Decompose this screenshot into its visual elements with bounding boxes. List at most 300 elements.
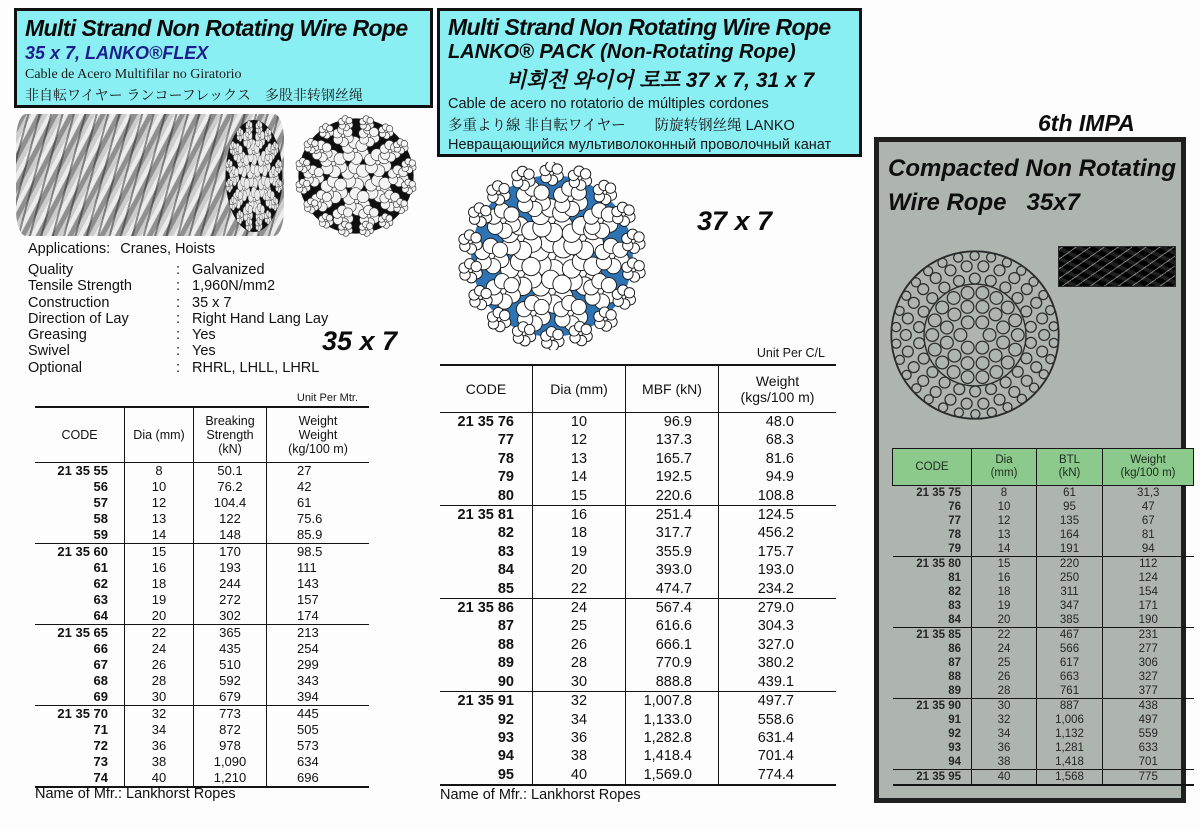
table-cell: 15: [125, 544, 194, 561]
spec-value: Galvanized: [192, 262, 265, 278]
spec-row: [28, 278, 418, 294]
unit-note-left: Unit Per Mtr.: [296, 392, 358, 404]
table-cell: 122: [194, 511, 267, 527]
table-row: [35, 608, 369, 625]
table-cell: 20: [972, 613, 1037, 628]
table-row: [440, 747, 836, 765]
table-cell: 1,418: [1037, 755, 1103, 770]
table-cell: 171: [1103, 599, 1194, 613]
table-cell: 1,282.8: [626, 729, 719, 747]
rope-photo-image: [1058, 246, 1176, 287]
table-row: [893, 755, 1194, 770]
table-cell: 558.6: [719, 711, 837, 729]
table-cell: 83: [948, 600, 961, 612]
table-row: [440, 431, 836, 449]
table-cell: 872: [194, 722, 267, 738]
table-cell: 311: [1037, 585, 1103, 599]
table-cell: 20: [125, 608, 194, 625]
spec-value: Yes: [192, 343, 216, 360]
table-row: [440, 450, 836, 468]
left-cjk-line: 非自転ワイヤー ランコーフレックス 多股非转钢丝绳: [25, 87, 363, 103]
table-cell: 124.5: [719, 506, 837, 525]
table-cell: 87: [497, 618, 514, 635]
table-cell: 93: [948, 742, 961, 754]
cross-section-diagram-left: [292, 112, 420, 240]
table-row: [440, 506, 836, 525]
table-row: [35, 511, 369, 527]
table-cell: 135: [1037, 514, 1103, 528]
table-cell: 77: [497, 432, 514, 449]
table-cell: 86: [948, 643, 961, 655]
table-row: [440, 543, 836, 561]
table-row: [893, 741, 1194, 755]
column-header: CODE: [465, 381, 507, 397]
table-row: [893, 528, 1194, 542]
table-cell: 58: [93, 511, 108, 526]
right-title-line1: Compacted Non Rotating: [888, 155, 1176, 182]
table-row: [893, 500, 1194, 514]
table-cell: 79: [497, 469, 514, 486]
table-cell: 165.7: [626, 450, 719, 468]
table-cell: 93: [497, 729, 514, 746]
table-cell: 1,210: [194, 770, 267, 787]
table-cell: 95: [1037, 500, 1103, 514]
table-cell: 21 35 76: [457, 414, 514, 430]
table-cell: 377: [1103, 684, 1194, 699]
table-cell: 14: [533, 468, 626, 486]
table-cell: 1,568: [1037, 770, 1103, 786]
table-cell: 25: [533, 617, 626, 635]
table-row: [893, 542, 1194, 557]
table-cell: 191: [1037, 542, 1103, 557]
left-spanish-line: Cable de Acero Multifilar no Giratorio: [25, 67, 242, 82]
table-cell: 347: [1037, 599, 1103, 613]
table-row: [440, 766, 836, 785]
spec-label: Swivel: [28, 343, 70, 360]
spec-colon: :: [176, 343, 181, 360]
table-cell: 47: [1103, 500, 1194, 514]
table-row: [440, 487, 836, 506]
table-cell: 57: [93, 495, 108, 510]
table-cell: 56: [93, 479, 108, 494]
table-row: [35, 738, 369, 754]
table-cell: 18: [125, 576, 194, 592]
table-cell: 19: [972, 599, 1037, 613]
table-cell: 175.7: [719, 543, 837, 561]
spec-colon: :: [176, 310, 181, 327]
table-cell: 438: [1103, 699, 1194, 714]
table-cell: 36: [972, 741, 1037, 755]
middle-spanish-line: Cable de acero no rotatorio de múltiples cordones: [448, 96, 769, 112]
table-cell: 143: [267, 576, 370, 592]
spec-value: Yes: [192, 327, 216, 344]
table-cell: 16: [533, 506, 626, 525]
spec-colon: :: [176, 327, 181, 344]
table-cell: 21 35 90: [893, 699, 972, 714]
table-cell: 40: [125, 770, 194, 787]
table-cell: 666.1: [626, 636, 719, 654]
table-row: [35, 657, 369, 673]
table-cell: 148: [194, 527, 267, 544]
middle-cjk-line: 多重より線 非自転ワイヤー 防旋转钢丝绳 LANKO: [448, 118, 795, 134]
rope-end-face-diagram: [224, 117, 284, 235]
column-header: Breaking Strength (kN): [194, 407, 267, 463]
table-cell: 10: [972, 500, 1037, 514]
table-row: [440, 673, 836, 692]
table-cell: 28: [125, 673, 194, 689]
table-row: [440, 636, 836, 654]
table-cell: 94: [497, 748, 514, 765]
table-cell: 13: [533, 450, 626, 468]
table-cell: 272: [194, 592, 267, 608]
table-cell: 61: [93, 560, 108, 575]
table-cell: 170: [194, 544, 267, 561]
table-cell: 38: [533, 747, 626, 765]
right-title-line2: Wire Rope 35x7: [888, 189, 1080, 216]
table-cell: 327.0: [719, 636, 837, 654]
table-cell: 32: [533, 692, 626, 711]
table-cell: 13: [972, 528, 1037, 542]
table-cell: 32: [972, 713, 1037, 727]
table-row: [893, 557, 1194, 572]
table-cell: 28: [533, 654, 626, 672]
table-cell: 72: [93, 738, 108, 753]
table-cell: 88: [948, 671, 961, 683]
middle-data-table: [440, 364, 836, 786]
table-cell: 573: [267, 738, 370, 754]
table-cell: 8: [972, 486, 1037, 501]
table-cell: 510: [194, 657, 267, 673]
applications-label: Applications:: [28, 241, 111, 257]
table-cell: 1,281: [1037, 741, 1103, 755]
table-cell: 10: [533, 413, 626, 432]
table-cell: 83: [497, 543, 514, 560]
table-cell: 78: [948, 529, 961, 541]
table-row: [440, 654, 836, 672]
table-cell: 505: [267, 722, 370, 738]
column-header: Dia (mm): [125, 407, 194, 463]
table-cell: 22: [533, 580, 626, 599]
table-cell: 435: [194, 641, 267, 657]
table-cell: 21 35 81: [440, 506, 533, 525]
table-cell: 68: [93, 673, 108, 688]
column-header: MBF (kN): [626, 365, 719, 413]
table-row: [893, 770, 1194, 786]
table-cell: 633: [1103, 741, 1194, 755]
table-cell: 38: [972, 755, 1037, 770]
table-cell: 1,133.0: [626, 711, 719, 729]
table-cell: 567.4: [626, 599, 719, 618]
table-row: [893, 613, 1194, 628]
table-cell: 164: [1037, 528, 1103, 542]
table-row: [35, 592, 369, 608]
table-cell: 978: [194, 738, 267, 754]
table-row: [893, 713, 1194, 727]
table-row: [893, 514, 1194, 528]
table-cell: 559: [1103, 727, 1194, 741]
table-cell: 94.9: [719, 468, 837, 486]
table-cell: 14: [125, 527, 194, 544]
spec-row: [28, 295, 418, 311]
table-cell: 92: [948, 728, 961, 740]
table-cell: 12: [972, 514, 1037, 528]
table-cell: 22: [125, 625, 194, 642]
table-cell: 91: [948, 714, 961, 726]
table-row: [440, 524, 836, 542]
table-cell: 456.2: [719, 524, 837, 542]
table-cell: 31,3: [1103, 486, 1194, 501]
table-cell: 112: [1103, 557, 1194, 572]
table-row: [35, 495, 369, 511]
table-cell: 193: [194, 560, 267, 576]
table-cell: 445: [267, 706, 370, 723]
middle-title: Multi Strand Non Rotating Wire Rope: [448, 14, 831, 40]
table-cell: 385: [1037, 613, 1103, 628]
data-table: [35, 406, 369, 788]
middle-russian-line: Невращающийся мультиволоконный проволочный канат: [448, 137, 832, 153]
table-cell: 220: [1037, 557, 1103, 572]
table-cell: 59: [93, 527, 108, 542]
table-cell: 21 35 55: [57, 463, 108, 478]
table-row: [893, 486, 1194, 501]
left-data-table: [35, 406, 369, 788]
table-cell: 631.4: [719, 729, 837, 747]
table-cell: 76.2: [194, 479, 267, 495]
table-cell: 1,006: [1037, 713, 1103, 727]
table-row: [893, 727, 1194, 741]
table-cell: 21 35 65: [35, 625, 125, 642]
table-cell: 90: [497, 673, 514, 690]
table-cell: 26: [972, 670, 1037, 684]
column-header: BTL (kN): [1037, 449, 1103, 486]
table-row: [440, 692, 836, 711]
table-row: [440, 413, 836, 432]
table-cell: 24: [125, 641, 194, 657]
spec-label: Construction: [28, 294, 110, 311]
table-row: [35, 673, 369, 689]
table-cell: 61: [267, 495, 370, 511]
table-row: [440, 599, 836, 618]
table-cell: 32: [125, 706, 194, 723]
table-row: [893, 642, 1194, 656]
table-cell: 12: [533, 431, 626, 449]
table-cell: 154: [1103, 585, 1194, 599]
table-cell: 26: [125, 657, 194, 673]
spec-value: Right Hand Lang Lay: [192, 310, 329, 327]
table-cell: 1,569.0: [626, 766, 719, 785]
table-cell: 62: [93, 576, 108, 591]
table-cell: 10: [125, 479, 194, 495]
table-cell: 30: [125, 689, 194, 706]
table-cell: 88: [497, 636, 514, 653]
table-cell: 20: [533, 561, 626, 579]
table-cell: 12: [125, 495, 194, 511]
impa-edition-label: 6th IMPA: [1038, 110, 1135, 136]
table-cell: 15: [533, 487, 626, 506]
table-cell: 69: [93, 689, 108, 704]
table-cell: 277: [1103, 642, 1194, 656]
table-cell: 81: [948, 572, 961, 584]
table-row: [893, 599, 1194, 613]
table-cell: 24: [972, 642, 1037, 656]
spec-colon: :: [176, 294, 181, 311]
table-cell: 42: [267, 479, 370, 495]
spec-row: [28, 311, 418, 327]
middle-header-box: [437, 8, 862, 157]
table-cell: 21 35 86: [440, 599, 533, 618]
table-cell: 701.4: [719, 747, 837, 765]
table-cell: 38: [125, 754, 194, 770]
spec-list: [28, 262, 418, 376]
table-cell: 124: [1103, 571, 1194, 585]
middle-subtitle: LANKO® PACK (Non-Rotating Rope): [448, 41, 796, 63]
table-row: [440, 580, 836, 599]
table-cell: 497: [1103, 713, 1194, 727]
right-data-table: [892, 448, 1194, 786]
table-cell: 774.4: [719, 766, 837, 785]
table-cell: 71: [93, 722, 108, 737]
spec-value: 1,960N/mm2: [192, 278, 276, 295]
table-cell: 250: [1037, 571, 1103, 585]
table-cell: 94: [948, 756, 961, 768]
table-cell: 16: [972, 571, 1037, 585]
table-cell: 74: [93, 770, 108, 785]
table-cell: 85: [497, 580, 514, 597]
table-cell: 16: [125, 560, 194, 576]
table-cell: 231: [1103, 628, 1194, 643]
spec-label: Greasing: [28, 327, 87, 344]
table-row: [35, 722, 369, 738]
table-cell: 887: [1037, 699, 1103, 714]
table-cell: 40: [533, 766, 626, 785]
spec-colon: :: [176, 278, 181, 295]
table-cell: 34: [533, 711, 626, 729]
table-cell: 84: [948, 614, 961, 626]
table-cell: 137.3: [626, 431, 719, 449]
table-cell: 48.0: [719, 413, 837, 432]
table-cell: 213: [267, 625, 370, 642]
table-cell: 76: [948, 501, 961, 513]
left-header-box: [14, 8, 433, 108]
table-cell: 770.9: [626, 654, 719, 672]
table-cell: 327: [1103, 670, 1194, 684]
table-row: [440, 561, 836, 579]
table-cell: 21 35 75: [916, 487, 961, 499]
table-row: [893, 684, 1194, 699]
table-cell: 174: [267, 608, 370, 625]
table-row: [35, 770, 369, 787]
table-cell: 1,418.4: [626, 747, 719, 765]
table-cell: 85.9: [267, 527, 370, 544]
spec-label: Tensile Strength: [28, 278, 132, 295]
table-cell: 302: [194, 608, 267, 625]
table-cell: 40: [972, 770, 1037, 786]
table-row: [893, 585, 1194, 599]
table-cell: 592: [194, 673, 267, 689]
table-cell: 617: [1037, 656, 1103, 670]
table-row: [893, 571, 1194, 585]
table-cell: 18: [972, 585, 1037, 599]
table-row: [893, 699, 1194, 714]
table-cell: 21 35 85: [893, 628, 972, 643]
table-cell: 30: [972, 699, 1037, 714]
data-table: [892, 448, 1194, 786]
table-cell: 317.7: [626, 524, 719, 542]
table-cell: 19: [533, 543, 626, 561]
spec-label: Quality: [28, 262, 74, 278]
table-row: [35, 576, 369, 592]
table-cell: 24: [533, 599, 626, 618]
table-cell: 21 35 80: [893, 557, 972, 572]
table-row: [893, 670, 1194, 684]
table-cell: 467: [1037, 628, 1103, 643]
table-cell: 22: [972, 628, 1037, 643]
table-cell: 701: [1103, 755, 1194, 770]
table-row: [440, 617, 836, 635]
column-header: Weight (kgs/100 m): [719, 365, 837, 413]
table-row: [440, 468, 836, 486]
table-cell: 634: [267, 754, 370, 770]
table-row: [440, 729, 836, 747]
spec-value: RHRL, LHLL, LHRL: [192, 359, 320, 376]
table-cell: 13: [125, 511, 194, 527]
table-cell: 63: [93, 592, 108, 607]
table-cell: 616.6: [626, 617, 719, 635]
table-cell: 365: [194, 625, 267, 642]
table-cell: 773: [194, 706, 267, 723]
table-cell: 306: [1103, 656, 1194, 670]
table-cell: 89: [948, 685, 961, 697]
manufacturer-note-middle: Name of Mfr.: Lankhorst Ropes: [440, 787, 641, 803]
table-row: [35, 689, 369, 706]
table-cell: 64: [93, 608, 108, 623]
table-cell: 98.5: [267, 544, 370, 561]
table-cell: 220.6: [626, 487, 719, 506]
column-header: Dia (mm): [972, 449, 1037, 486]
table-cell: 251.4: [626, 506, 719, 525]
table-row: [35, 527, 369, 544]
unit-note-middle: Unit Per C/L: [756, 346, 825, 360]
spec-row: [28, 262, 418, 278]
table-cell: 393.0: [626, 561, 719, 579]
column-header: Dia (mm): [533, 365, 626, 413]
data-table: [440, 364, 836, 786]
table-cell: 89: [497, 655, 514, 672]
table-cell: 19: [125, 592, 194, 608]
table-cell: 68.3: [719, 431, 837, 449]
table-cell: 21 35 95: [893, 770, 972, 786]
spec-colon: :: [176, 262, 181, 278]
table-cell: 26: [533, 636, 626, 654]
table-cell: 244: [194, 576, 267, 592]
table-row: [35, 706, 369, 723]
table-cell: 394: [267, 689, 370, 706]
construction-label-middle: 37 x 7: [697, 206, 773, 236]
cross-section-diagram-middle: [458, 162, 646, 350]
construction-label-left: 35 x 7: [322, 326, 398, 356]
table-cell: 87: [948, 657, 961, 669]
table-cell: 474.7: [626, 580, 719, 599]
table-row: [35, 560, 369, 576]
applications-line: [28, 241, 215, 257]
cross-section-diagram-right: [884, 244, 1066, 426]
table-cell: 80: [497, 487, 514, 504]
table-cell: 254: [267, 641, 370, 657]
table-cell: 77: [948, 515, 961, 527]
table-cell: 96.9: [626, 413, 719, 432]
spec-value: 35 x 7: [192, 294, 232, 311]
table-cell: 15: [972, 557, 1037, 572]
